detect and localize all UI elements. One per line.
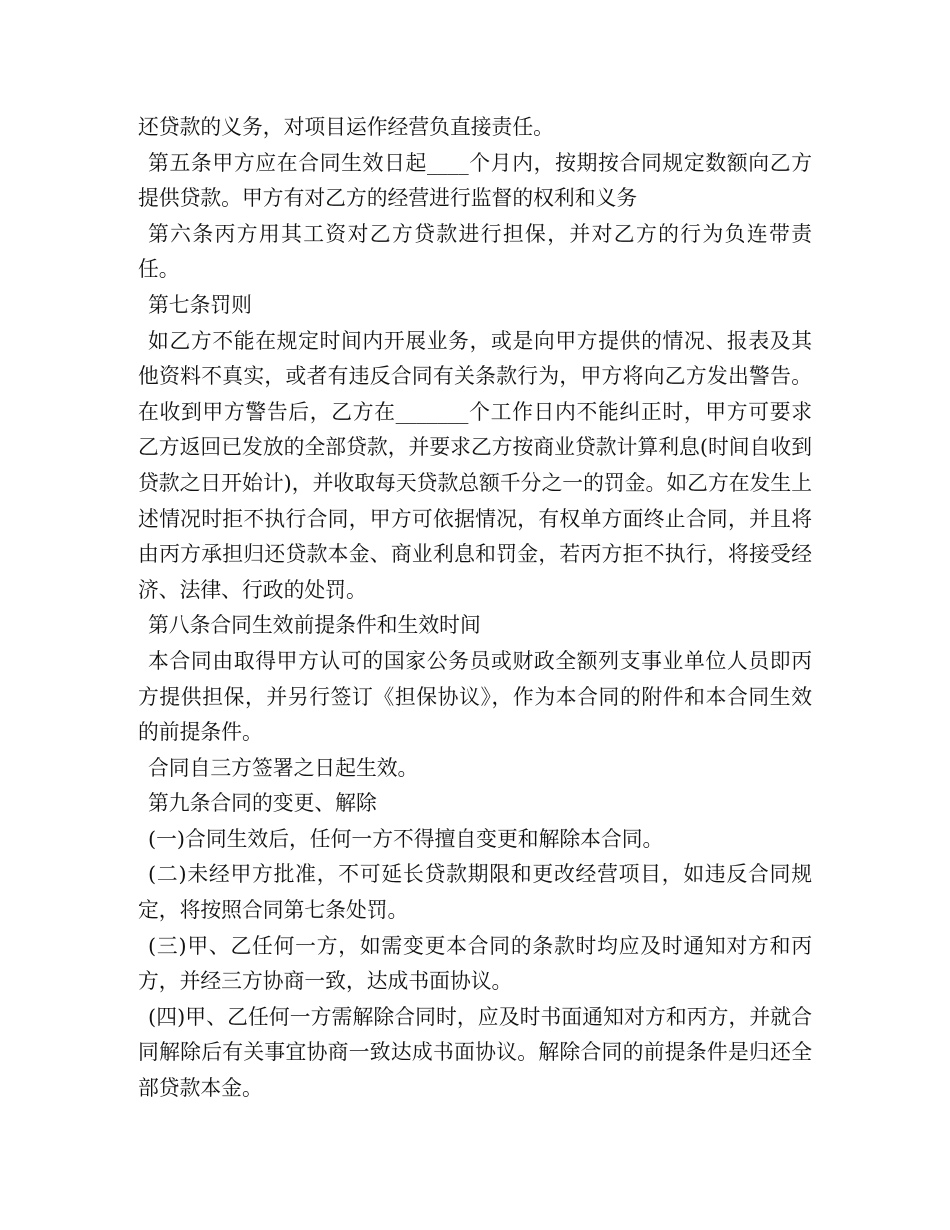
paragraph-article-5: 第五条甲方应在合同生效日起____个月内，按期按合同规定数额向乙方提供贷款。甲方有对乙方的经营进行监督的权利和义务 — [138, 150, 812, 211]
paragraph-article-8-body: 本合同由取得甲方认可的国家公务员或财政全额列支事业单位人员即丙方提供担保，并另行签订《担保协议》，作为本合同的附件和本合同生效的前提条件。 — [138, 648, 812, 745]
paragraph-article-6: 第六条丙方用其工资对乙方贷款进行担保，并对乙方的行为负连带责任。 — [138, 221, 812, 282]
paragraph-article-9-item-4: (四)甲、乙任何一方需解除合同时，应及时书面通知对方和丙方，并就合同解除后有关事宜协商一致达成书面协议。解除合同的前提条件是归还全部贷款本金。 — [138, 1004, 812, 1101]
heading-article-9: 第九条合同的变更、解除 — [148, 791, 377, 816]
paragraph-continuation: 还贷款的义务，对项目运作经营负直接责任。 — [138, 115, 554, 139]
paragraph-article-9-item-1: (一)合同生效后，任何一方不得擅自变更和解除本合同。 — [148, 826, 664, 851]
paragraph-article-7-body: 如乙方不能在规定时间内开展业务，或是向甲方提供的情况、报表及其他资料不真实，或者有违反合同有关条款行为，甲方将向乙方发出警告。在收到甲方警告后，乙方在_______个工作日内不能纠正时，甲方可要求乙方返回已发放的全部贷款，并要求乙方按商业贷款计算利息(时间自收到贷款之日开始计)，并收取每天贷款总额千分之一的罚金。如乙方在发生上述情况时拒不执行合同，甲方可依据情况，有权单方面终止合同，并且将由丙方承担归还贷款本金、商业利息和罚金，若丙方拒不执行，将接受经济、法律、行政的处罚。 — [138, 328, 812, 602]
contract-body — [138, 110, 812, 1107]
paragraph-effective-date: 合同自三方签署之日起生效。 — [148, 755, 419, 780]
heading-article-8: 第八条合同生效前提条件和生效时间 — [148, 613, 481, 638]
paragraph-article-9-item-3: (三)甲、乙任何一方，如需变更本合同的条款时均应及时通知对方和丙方，并经三方协商一致，达成书面协议。 — [138, 933, 812, 994]
paragraph-article-9-item-2: (二)未经甲方批准，不可延长贷款期限和更改经营项目，如违反合同规定，将按照合同第七条处罚。 — [138, 862, 812, 923]
heading-article-7: 第七条罚则 — [148, 292, 252, 317]
